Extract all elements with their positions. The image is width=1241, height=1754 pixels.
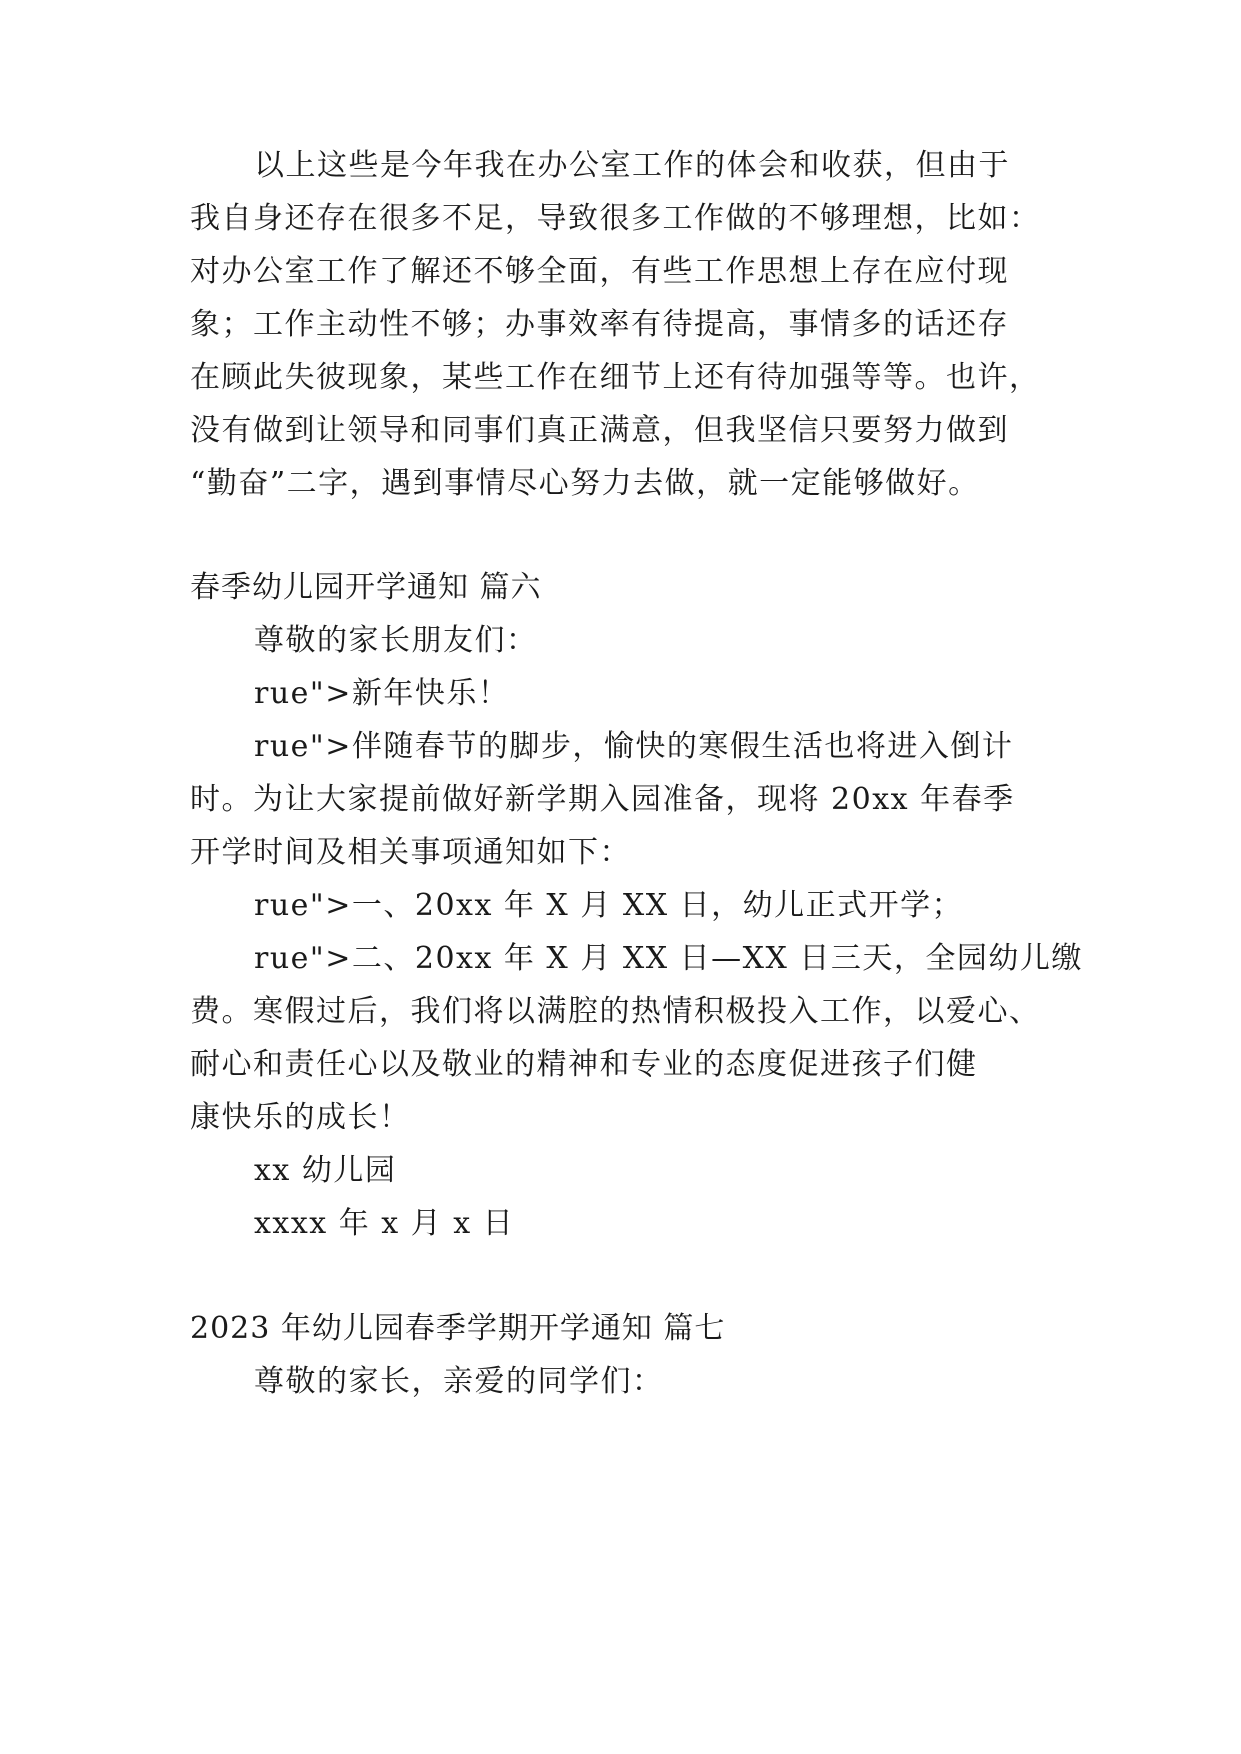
section-six-paragraph2-line-2: 费。寒假过后，我们将以满腔的热情积极投入工作，以爱心、	[190, 994, 1041, 1029]
section-six-greeting: 尊敬的家长朋友们：	[254, 623, 538, 658]
section-six-paragraph2-line-4: 康快乐的成长！	[190, 1100, 411, 1135]
intro-line-3: 对办公室工作了解还不够全面，有些工作思想上存在应付现	[190, 254, 1009, 289]
section-six-signature: xx 幼儿园	[254, 1153, 397, 1188]
intro-line-7: “勤奋”二字，遇到事情尽心努力去做，就一定能够做好。	[190, 466, 980, 501]
intro-line-6: 没有做到让领导和同事们真正满意，但我坚信只要努力做到	[190, 413, 1009, 448]
section-six-paragraph2-line-1: rue">二、20xx 年 X 月 XX 日—XX 日三天，全园幼儿缴	[254, 941, 1083, 976]
intro-line-1: 以上这些是今年我在办公室工作的体会和收获，但由于	[254, 148, 1010, 183]
section-six-paragraph1-line-2: 时。为让大家提前做好新学期入园准备，现将 20xx 年春季	[190, 782, 1015, 817]
intro-line-4: 象；工作主动性不够；办事效率有待提高，事情多的话还存	[190, 307, 1009, 342]
intro-line-5: 在顾此失彼现象，某些工作在细节上还有待加强等等。也许，	[190, 360, 1041, 395]
section-six-date: xxxx 年 x 月 x 日	[254, 1206, 515, 1241]
intro-line-2: 我自身还存在很多不足，导致很多工作做的不够理想，比如：	[190, 201, 1041, 236]
section-six-new-year: rue">新年快乐！	[254, 676, 510, 711]
section-seven-greeting: 尊敬的家长，亲爱的同学们：	[254, 1364, 664, 1399]
section-six-item1: rue">一、20xx 年 X 月 XX 日，幼儿正式开学；	[254, 888, 964, 923]
section-six-paragraph1-line-3: 开学时间及相关事项通知如下：	[190, 835, 631, 870]
section-six-paragraph1-line-1: rue">伴随春节的脚步，愉快的寒假生活也将进入倒计	[254, 729, 1014, 764]
section-seven-title: 2023 年幼儿园春季学期开学通知 篇七	[190, 1311, 726, 1346]
section-six-paragraph2-line-3: 耐心和责任心以及敬业的精神和专业的态度促进孩子们健	[190, 1047, 978, 1082]
section-six-title: 春季幼儿园开学通知 篇六	[190, 570, 542, 605]
